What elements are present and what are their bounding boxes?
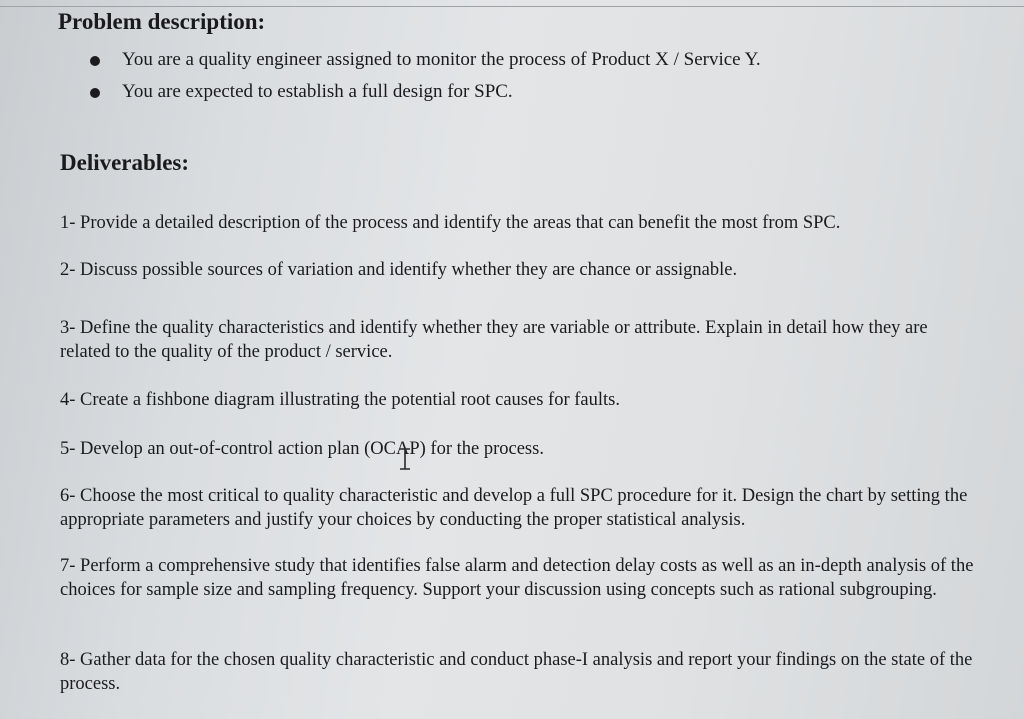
deliverable-item-7: 7- Perform a comprehensive study that identifies false alarm and detection delay costs as well as an in-depth analysis of the choices for sample size and sampling frequency. Support your discussion using concepts such as rational subgrouping. <box>60 556 974 600</box>
problem-heading: Problem description: <box>58 9 266 34</box>
deliverable-item-4: 4- Create a fishbone diagram illustrating the potential root causes for faults. <box>60 390 620 410</box>
problem-bullet-text: You are a quality engineer assigned to monitor the process of Product X / Service Y. <box>122 49 761 70</box>
problem-bullet-2 <box>90 81 761 113</box>
deliverable-item-2: 2- Discuss possible sources of variation and identify whether they are chance or assignable. <box>60 260 738 280</box>
deliverable-item-5: 5- Develop an out-of-control action plan (OCAP) for the process. <box>60 439 544 459</box>
deliverables-heading: Deliverables: <box>60 150 190 175</box>
problem-bullet-1 <box>90 49 761 81</box>
bullet-dot-icon <box>90 88 100 98</box>
problem-bullet-text: You are expected to establish a full design for SPC. <box>122 81 513 102</box>
deliverable-item-6: 6- Choose the most critical to quality characteristic and develop a full SPC procedure for it. Design the chart by setting the appropriate parameters and justify your choices by conducting the proper statistical analysis. <box>60 486 968 530</box>
deliverable-item-3: 3- Define the quality characteristics and identify whether they are variable or attribute. Explain in detail how they are related to the quality of the product / service. <box>60 318 928 362</box>
text-cursor-icon <box>398 448 412 470</box>
deliverable-item-1: 1- Provide a detailed description of the process and identify the areas that can benefit the most from SPC. <box>60 213 841 233</box>
bullet-dot-icon <box>90 56 100 66</box>
problem-bullet-list <box>90 49 761 113</box>
deliverable-item-8: 8- Gather data for the chosen quality characteristic and conduct phase-I analysis and report your findings on the state of the process. <box>60 650 973 694</box>
top-divider <box>0 6 1024 7</box>
